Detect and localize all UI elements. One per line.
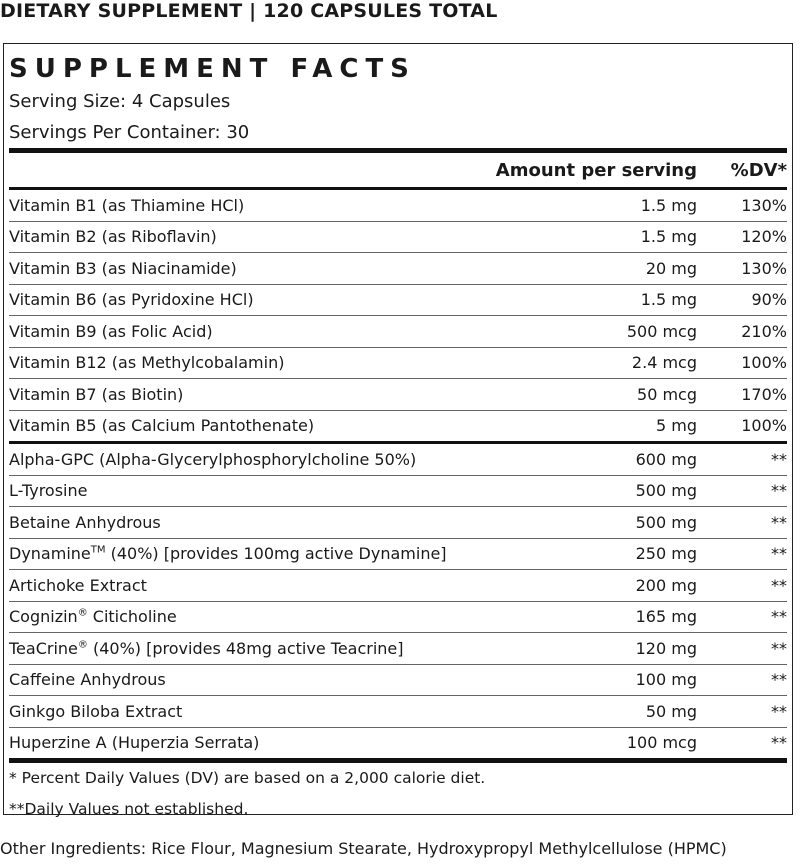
nutrient-dv: **: [771, 512, 787, 532]
nutrient-dv: **: [771, 638, 787, 658]
supplement-facts-panel: [3, 43, 793, 818]
nutrient-amount: 120 mg: [635, 638, 697, 658]
vitamin-list: [9, 190, 787, 441]
dv-footnote: * Percent Daily Values (DV) are based on a 2,000 calorie diet.: [9, 769, 486, 787]
nutrient-row: [9, 601, 787, 633]
nutrient-dv: 130%: [741, 195, 787, 215]
nutrient-row: [9, 444, 787, 475]
nutrient-dv: 100%: [741, 353, 787, 373]
product-header: DIETARY SUPPLEMENT | 120 CAPSULES TOTAL: [0, 0, 498, 22]
nutrient-dv: 120%: [741, 227, 787, 247]
nutrient-row: [9, 347, 787, 379]
nutrient-row: [9, 506, 787, 538]
nutrient-row: [9, 727, 787, 759]
nutrient-name-text: Vitamin B12 (as Methylcobalamin): [9, 353, 285, 373]
nutrient-amount: 5 mg: [655, 416, 697, 436]
nutrient-amount: 1.5 mg: [640, 290, 697, 310]
nutrient-name: [9, 227, 477, 246]
nutrient-name: [9, 670, 477, 689]
nutrient-name: [9, 385, 477, 404]
nutrient-name: [9, 196, 477, 215]
nutrient-row: [9, 190, 787, 221]
nutrient-amount: 100 mg: [635, 670, 697, 690]
nutrient-name: [9, 702, 477, 721]
trademark-mark: TM: [90, 544, 106, 556]
nutrient-amount: 500 mcg: [626, 321, 697, 341]
nutrient-row: [9, 378, 787, 410]
nutrient-name-text: Cognizin: [9, 607, 78, 627]
nutrient-name: [9, 450, 477, 469]
column-headers: [9, 153, 787, 187]
nutrient-name-text: Vitamin B5 (as Calcium Pantothenate): [9, 416, 315, 436]
nutrient-name-text: Caffeine Anhydrous: [9, 670, 166, 690]
nutrient-row: [9, 284, 787, 316]
nutrient-name-text: Artichoke Extract: [9, 575, 147, 595]
nutrient-name: [9, 322, 477, 341]
dv-column-header: %DV*: [730, 159, 787, 181]
nutrient-name: [9, 353, 477, 372]
nutrient-dv: 100%: [741, 416, 787, 436]
nutrient-amount: 200 mg: [635, 575, 697, 595]
nutrient-name: [9, 544, 477, 563]
nutrient-name-suffix: (40%) [provides 48mg active Teacrine]: [87, 638, 404, 658]
amount-column-header: Amount per serving: [495, 159, 697, 181]
panel-title: SUPPLEMENT FACTS: [9, 54, 416, 84]
trademark-mark: ®: [77, 639, 88, 651]
nutrient-name-text: Betaine Anhydrous: [9, 512, 161, 532]
nutrient-row: [9, 475, 787, 507]
nutrient-row: [9, 569, 787, 601]
nutrient-amount: 500 mg: [635, 481, 697, 501]
nutrient-name: [9, 607, 477, 626]
nutrient-dv: 170%: [741, 384, 787, 404]
nutrient-dv: **: [771, 607, 787, 627]
nutrient-dv: **: [771, 670, 787, 690]
nutrient-name-text: Vitamin B6 (as Pyridoxine HCl): [9, 290, 254, 310]
nutrient-row: [9, 664, 787, 696]
nutrient-name-suffix: Citicholine: [87, 607, 177, 627]
nutrient-name: [9, 259, 477, 278]
nutrient-amount: 165 mg: [635, 607, 697, 627]
not-established-footnote: **Daily Values not established.: [9, 800, 249, 818]
servings-per-container: Servings Per Container: 30: [9, 122, 250, 143]
nutrient-row: [9, 538, 787, 570]
nutrient-dv: 90%: [751, 290, 787, 310]
nutrient-amount: 500 mg: [635, 512, 697, 532]
nutrient-dv: **: [771, 481, 787, 501]
nutrient-amount: 250 mg: [635, 544, 697, 564]
nutrient-dv: **: [771, 575, 787, 595]
nutrient-dv: **: [771, 449, 787, 469]
nutrient-name-text: Vitamin B9 (as Folic Acid): [9, 321, 213, 341]
nutrient-name-text: Ginkgo Biloba Extract: [9, 701, 183, 721]
nutrient-name-suffix: (40%) [provides 100mg active Dynamine]: [105, 544, 447, 564]
nutrient-amount: 100 mcg: [626, 733, 697, 753]
nutrient-amount: 1.5 mg: [640, 195, 697, 215]
nutrient-name-text: TeaCrine: [9, 638, 78, 658]
nutrient-row: [9, 695, 787, 727]
nutrient-row: [9, 315, 787, 347]
nutrient-name-text: L-Tyrosine: [9, 481, 88, 501]
nutrient-amount: 1.5 mg: [640, 227, 697, 247]
nutrient-name-text: Vitamin B1 (as Thiamine HCl): [9, 195, 245, 215]
nutrient-name-text: Vitamin B3 (as Niacinamide): [9, 258, 237, 278]
nutrient-amount: 50 mcg: [637, 384, 697, 404]
nutrient-row: [9, 632, 787, 664]
nutrient-name-text: Dynamine: [9, 544, 91, 564]
nutrient-amount: 50 mg: [645, 701, 697, 721]
nutrient-row: [9, 410, 787, 442]
nutrient-name: [9, 576, 477, 595]
nutrient-name-text: Huperzine A (Huperzia Serrata): [9, 733, 260, 753]
nutrient-name: [9, 733, 477, 752]
other-ingredients: Other Ingredients: Rice Flour, Magnesium Stearate, Hydroxypropyl Methylcellulose (HPMC): [0, 839, 727, 858]
nutrient-amount: 2.4 mcg: [631, 353, 697, 373]
nutrient-amount: 600 mg: [635, 449, 697, 469]
nutrient-name: [9, 639, 477, 658]
nutrient-name-text: Vitamin B7 (as Biotin): [9, 384, 184, 404]
nutrient-dv: **: [771, 544, 787, 564]
nutrient-dv: 130%: [741, 258, 787, 278]
nutrient-row: [9, 252, 787, 284]
nutrient-dv: 210%: [741, 321, 787, 341]
nutrient-name: [9, 290, 477, 309]
nutrient-name: [9, 481, 477, 500]
nutrient-name: [9, 513, 477, 532]
serving-size: Serving Size: 4 Capsules: [9, 91, 231, 112]
nutrient-dv: **: [771, 701, 787, 721]
ingredient-list: [9, 444, 787, 758]
nutrient-row: [9, 221, 787, 253]
nutrient-name-text: Vitamin B2 (as Riboflavin): [9, 227, 217, 247]
trademark-mark: ®: [77, 607, 88, 619]
nutrient-dv: **: [771, 733, 787, 753]
nutrient-name-text: Alpha-GPC (Alpha-Glycerylphosphorylcholine 50%): [9, 449, 417, 469]
nutrient-name: [9, 416, 477, 435]
nutrient-amount: 20 mg: [645, 258, 697, 278]
